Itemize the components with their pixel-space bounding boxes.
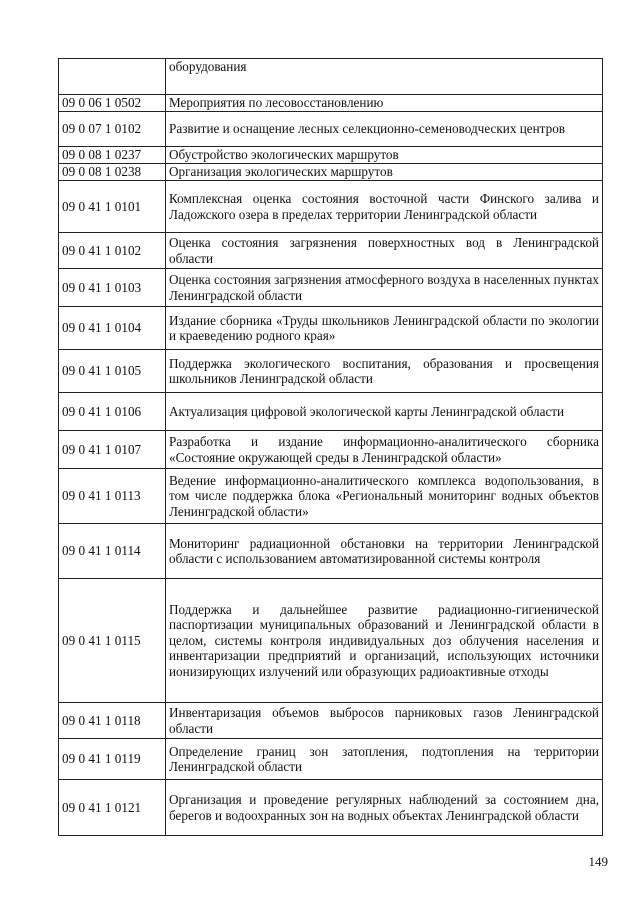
target-article-code: 09 0 41 1 0107: [59, 431, 166, 469]
page-number: 149: [588, 854, 608, 869]
table-row: [59, 703, 603, 739]
target-article-code: 09 0 41 1 0121: [59, 780, 166, 836]
expense-description: Актуализация цифровой экологической карты Ленинградской области: [166, 393, 603, 431]
table-row: [59, 307, 603, 350]
target-article-code: 09 0 41 1 0115: [59, 579, 166, 703]
target-article-code: 09 0 41 1 0119: [59, 739, 166, 780]
target-article-code: 09 0 41 1 0105: [59, 350, 166, 393]
target-article-code: 09 0 08 1 0237: [59, 147, 166, 164]
expense-description: Обустройство экологических маршрутов: [166, 147, 603, 164]
budget-classification-table: [58, 58, 603, 836]
table-row: [59, 431, 603, 469]
table-row: [59, 780, 603, 836]
expense-description: Организация экологических маршрутов: [166, 164, 603, 181]
expense-description: Издание сборника «Труды школьников Ленинградской области по экологии и краеведению родного края»: [166, 307, 603, 350]
table-row: [59, 524, 603, 579]
expense-description: Оценка состояния загрязнения атмосферного воздуха в населенных пунктах Ленинградской области: [166, 269, 603, 307]
table-row: [59, 164, 603, 181]
table-row: [59, 233, 603, 269]
target-article-code: 09 0 41 1 0114: [59, 524, 166, 579]
target-article-code: 09 0 41 1 0106: [59, 393, 166, 431]
expense-description: Комплексная оценка состояния восточной части Финского залива и Ладожского озера в пределах территории Ленинградской области: [166, 181, 603, 233]
table-row: [59, 469, 603, 524]
table-row: [59, 579, 603, 703]
expense-description: Развитие и оснащение лесных селекционно-семеноводческих центров: [166, 112, 603, 147]
expense-description: Разработка и издание информационно-аналитического сборника «Состояние окружающей среды в Ленинградской области»: [166, 431, 603, 469]
expense-description: Ведение информационно-аналитического комплекса водопользования, в том числе поддержка блока «Региональный мониторинг водных объектов Ленинградской области»: [166, 469, 603, 524]
target-article-code: 09 0 07 1 0102: [59, 112, 166, 147]
expense-description: оборудования: [166, 59, 603, 95]
table-row: [59, 739, 603, 780]
table-row: [59, 181, 603, 233]
expense-description: Организация и проведение регулярных наблюдений за состоянием дна, берегов и водоохранных зон на водных объектах Ленинградской области: [166, 780, 603, 836]
table-row: [59, 393, 603, 431]
target-article-code: 09 0 08 1 0238: [59, 164, 166, 181]
table-row: [59, 112, 603, 147]
table-row: [59, 269, 603, 307]
expense-description: Поддержка и дальнейшее развитие радиационно-гигиенической паспортизации муниципальных образований и Ленинградской области в целом, системы контроля индивидуальных доз облучения населения и инвентаризации предприятий и организаций, использующих источники ионизирующих излучений или образующих радиоактивные отходы: [166, 579, 603, 703]
expense-description: Определение границ зон затопления, подтопления на территории Ленинградской области: [166, 739, 603, 780]
expense-description: Мониторинг радиационной обстановки на территории Ленинградской области с использованием автоматизированной системы контроля: [166, 524, 603, 579]
expense-description: Поддержка экологического воспитания, образования и просвещения школьников Ленинградской области: [166, 350, 603, 393]
expense-description: Мероприятия по лесовосстановлению: [166, 95, 603, 112]
target-article-code: 09 0 06 1 0502: [59, 95, 166, 112]
target-article-code: [59, 59, 166, 95]
target-article-code: 09 0 41 1 0104: [59, 307, 166, 350]
target-article-code: 09 0 41 1 0103: [59, 269, 166, 307]
table-body: [59, 59, 603, 836]
expense-description: Инвентаризация объемов выбросов парниковых газов Ленинградской области: [166, 703, 603, 739]
table-row: [59, 147, 603, 164]
target-article-code: 09 0 41 1 0101: [59, 181, 166, 233]
expense-description: Оценка состояния загрязнения поверхностных вод в Ленинградской области: [166, 233, 603, 269]
target-article-code: 09 0 41 1 0102: [59, 233, 166, 269]
table-row: [59, 350, 603, 393]
target-article-code: 09 0 41 1 0113: [59, 469, 166, 524]
table-row: [59, 59, 603, 95]
table-row: [59, 95, 603, 112]
target-article-code: 09 0 41 1 0118: [59, 703, 166, 739]
